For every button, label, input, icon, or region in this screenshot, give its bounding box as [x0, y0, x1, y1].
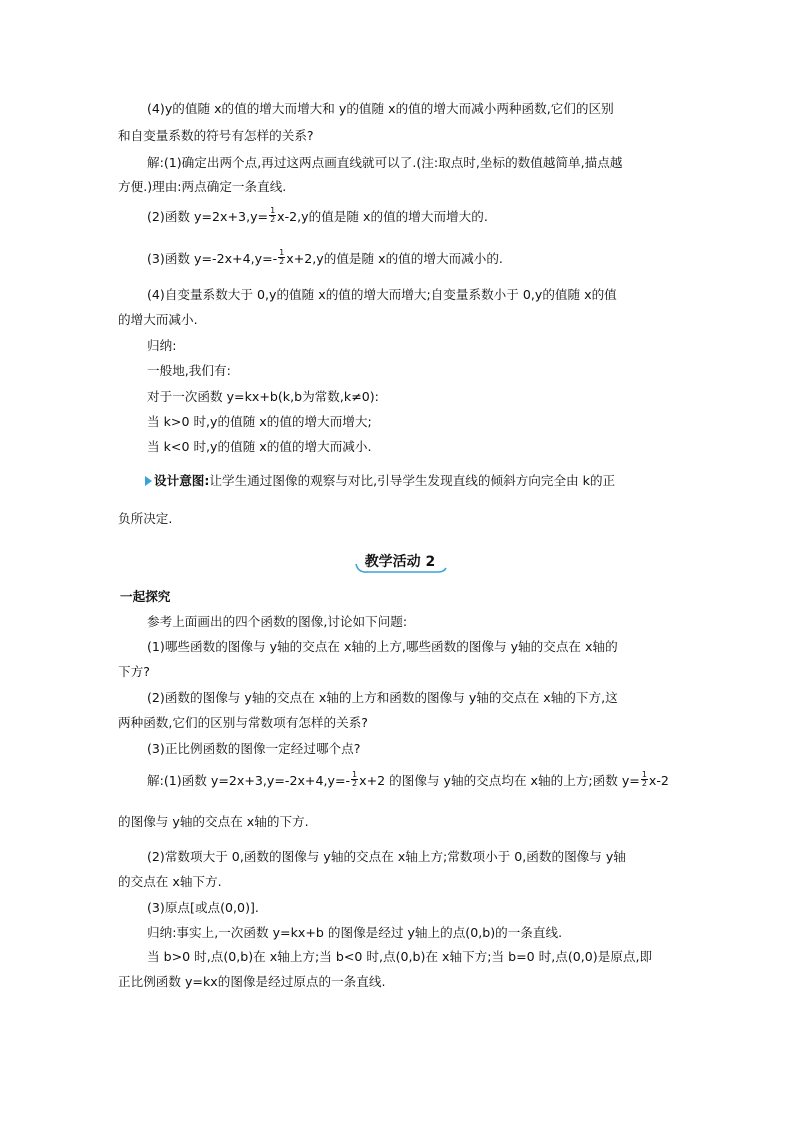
line-5-a: (2)函数 y=2x+3,y= — [147, 209, 269, 224]
fraction-den: 2 — [641, 779, 647, 788]
explore-line-1: 参考上面画出的四个函数的图像,讨论如下问题: — [147, 614, 408, 629]
explore-line-5: 两种函数,它们的区别与常数项有怎样的关系? — [118, 715, 368, 730]
explore-line-14: 正比例函数 y=kx的图像是经过原点的一条直线. — [118, 974, 386, 989]
fraction-den: 2 — [270, 215, 276, 224]
explore-line-7-c: x-2 — [648, 773, 669, 788]
line-2: 和自变量系数的符号有怎样的关系? — [118, 128, 314, 143]
fraction-half — [278, 249, 285, 266]
line-1: (4)y的值随 x的值的增大而增大和 y的值随 x的值的增大而减小两种函数,它们的区别 — [147, 101, 614, 116]
fraction-num: 1 — [352, 770, 358, 779]
design-intent-text: 让学生通过图像的观察与对比,引导学生发现直线的倾斜方向完全由 k的正 — [209, 473, 616, 488]
explore-line-9: (2)常数项大于 0,函数的图像与 y轴的交点在 x轴上方;常数项小于 0,函数的图像与 y轴 — [147, 849, 626, 864]
line-6-a: (3)函数 y=-2x+4,y=- — [147, 251, 278, 266]
explore-heading: 一起探究 — [120, 589, 171, 604]
fraction-num: 1 — [279, 248, 285, 257]
line-7: (4)自变量系数大于 0,y的值随 x的值的增大而增大;自变量系数小于 0,y的值随 x的值 — [147, 287, 617, 302]
activity-title-block — [352, 552, 448, 576]
explore-line-4: (2)函数的图像与 y轴的交点在 x轴的上方和函数的图像与 y轴的交点在 x轴的下方,这 — [147, 690, 618, 705]
line-5 — [147, 208, 707, 226]
line-4: 方便.)理由:两点确定一条直线. — [118, 179, 287, 194]
explore-line-10: 的交点在 x轴下方. — [118, 874, 222, 889]
fraction-half — [351, 771, 358, 788]
explore-line-7 — [147, 772, 707, 790]
design-intent-label: 设计意图: — [154, 473, 210, 488]
line-3: 解:(1)确定出两个点,再过这两点画直线就可以了.(注:取点时,坐标的数值越简单,描点越 — [147, 155, 623, 170]
line-13: 当 k<0 时,y的值随 x的值的增大而减小. — [147, 439, 372, 454]
line-9: 归纳: — [147, 338, 177, 353]
design-intent — [145, 472, 705, 490]
design-intent-continued: 负所决定. — [118, 511, 173, 526]
fraction-half — [641, 771, 648, 788]
explore-line-6: (3)正比例函数的图像一定经过哪个点? — [147, 741, 361, 756]
line-11: 对于一次函数 y=kx+b(k,b为常数,k≠0): — [147, 389, 379, 404]
line-12: 当 k>0 时,y的值随 x的值的增大而增大; — [147, 414, 372, 429]
explore-line-8: 的图像与 y轴的交点在 x轴的下方. — [118, 814, 309, 829]
line-6 — [147, 250, 707, 268]
fraction-den: 2 — [279, 257, 285, 266]
fraction-num: 1 — [270, 206, 276, 215]
triangle-marker-icon — [145, 476, 152, 486]
explore-line-3: 下方? — [118, 664, 150, 679]
explore-line-2: (1)哪些函数的图像与 y轴的交点在 x轴的上方,哪些函数的图像与 y轴的交点在 x轴的 — [147, 639, 618, 654]
fraction-num: 1 — [641, 770, 647, 779]
explore-line-13: 当 b>0 时,点(0,b)在 x轴上方;当 b<0 时,点(0,b)在 x轴下方;当 b=0 时,点(0,0)是原点,即 — [147, 949, 653, 964]
explore-line-7-b: x+2 的图像与 y轴的交点均在 x轴的上方;函数 y= — [359, 773, 640, 788]
explore-line-7-a: 解:(1)函数 y=2x+3,y=-2x+4,y=- — [147, 773, 351, 788]
fraction-den: 2 — [352, 779, 358, 788]
line-6-b: x+2,y的值是随 x的值的增大而减小的. — [286, 251, 503, 266]
line-8: 的增大而减小. — [118, 312, 198, 327]
explore-line-11: (3)原点[或点(0,0)]. — [147, 900, 259, 915]
activity-title: 教学活动 2 — [364, 554, 436, 570]
line-10: 一般地,我们有: — [147, 363, 231, 378]
line-5-b: x-2,y的值是随 x的值的增大而增大的. — [277, 209, 488, 224]
explore-line-12: 归纳:事实上,一次函数 y=kx+b 的图像是经过 y轴上的点(0,b)的一条直线. — [147, 925, 563, 940]
fraction-half — [269, 207, 276, 224]
